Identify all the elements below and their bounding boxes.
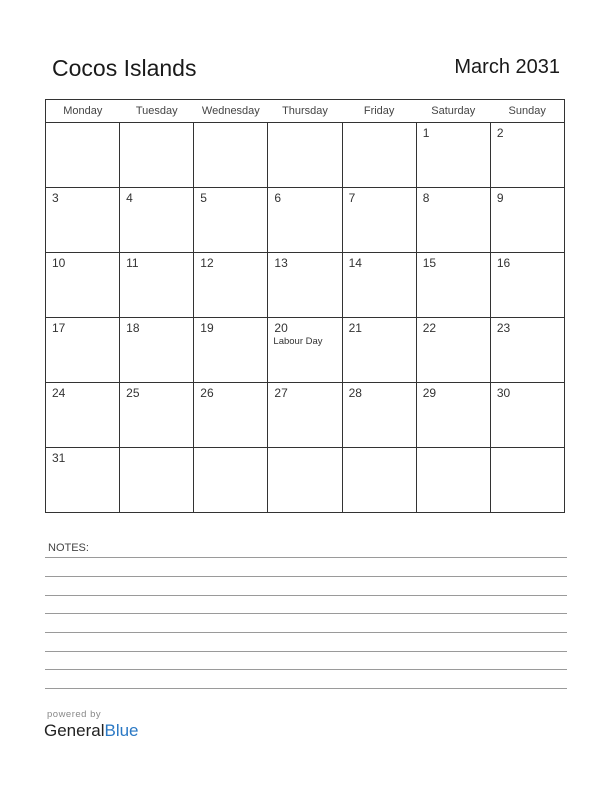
day-number: 29 — [422, 386, 437, 400]
calendar-day-cell — [194, 383, 268, 448]
day-number: 8 — [422, 191, 430, 205]
day-number: 7 — [348, 191, 356, 205]
holiday-label: Labour Day — [273, 336, 323, 347]
calendar-day-cell — [194, 448, 268, 513]
note-line — [45, 632, 567, 633]
weekday-header: Thursday — [268, 100, 342, 123]
calendar-body — [46, 123, 565, 513]
calendar-day-cell — [416, 123, 490, 188]
calendar-day-cell — [120, 318, 194, 383]
calendar-day-cell — [194, 318, 268, 383]
weekday-header-row — [46, 100, 565, 123]
weekday-header: Friday — [342, 100, 416, 123]
day-number: 18 — [126, 321, 140, 335]
calendar-day-cell — [194, 123, 268, 188]
weekday-header: Monday — [46, 100, 120, 123]
day-number: 5 — [200, 191, 207, 205]
calendar-day-cell — [342, 253, 416, 318]
day-number: 24 — [52, 386, 66, 400]
calendar-day-cell — [342, 448, 416, 513]
brand-general-text: General — [44, 721, 105, 740]
powered-by-text: powered by — [47, 709, 102, 720]
day-number: 25 — [126, 386, 140, 400]
day-number: 4 — [126, 191, 133, 205]
notes-label: NOTES: — [48, 542, 89, 554]
calendar-day-cell — [490, 253, 564, 318]
weekday-header: Wednesday — [194, 100, 268, 123]
calendar-day-cell — [120, 448, 194, 513]
day-number: 6 — [274, 191, 282, 205]
day-number: 26 — [200, 386, 214, 400]
day-number: 10 — [52, 256, 66, 270]
day-number: 14 — [348, 256, 362, 270]
note-line — [45, 557, 567, 558]
calendar-grid — [45, 99, 565, 513]
calendar-day-cell — [120, 383, 194, 448]
day-number: 28 — [348, 386, 362, 400]
day-number: 30 — [496, 386, 511, 400]
calendar-day-cell — [268, 448, 342, 513]
calendar-month-title: March 2031 — [454, 56, 560, 78]
day-number: 12 — [200, 256, 214, 270]
calendar-day-cell — [46, 253, 120, 318]
calendar-day-cell — [342, 123, 416, 188]
calendar-day-cell — [268, 318, 342, 383]
calendar-day-cell — [268, 123, 342, 188]
note-line — [45, 595, 567, 596]
calendar-day-cell — [268, 253, 342, 318]
calendar-day-cell — [46, 188, 120, 253]
calendar-week-row — [46, 448, 565, 513]
calendar-day-cell — [490, 448, 564, 513]
day-number: 15 — [422, 256, 437, 270]
calendar-day-cell — [46, 383, 120, 448]
calendar-day-cell — [342, 188, 416, 253]
calendar-week-row — [46, 123, 565, 188]
day-number: 2 — [496, 126, 504, 140]
calendar-day-cell — [490, 383, 564, 448]
calendar-day-cell — [194, 188, 268, 253]
day-number: 1 — [422, 126, 430, 140]
calendar-day-cell — [490, 188, 564, 253]
note-line — [45, 613, 567, 614]
day-number: 31 — [52, 451, 66, 465]
note-line — [45, 669, 567, 670]
calendar-week-row — [46, 383, 565, 448]
generalblue-logo[interactable] — [44, 721, 139, 741]
calendar-day-cell — [120, 123, 194, 188]
day-number: 19 — [200, 321, 214, 335]
calendar-day-cell — [120, 188, 194, 253]
day-number: 20 — [274, 321, 288, 335]
day-number: 27 — [274, 386, 288, 400]
calendar-week-row — [46, 318, 565, 383]
calendar-day-cell — [268, 188, 342, 253]
calendar-day-cell — [416, 318, 490, 383]
calendar-day-cell — [416, 383, 490, 448]
calendar-day-cell — [416, 448, 490, 513]
calendar-day-cell — [490, 318, 564, 383]
calendar-day-cell — [46, 448, 120, 513]
calendar-day-cell — [490, 123, 564, 188]
day-number: 11 — [126, 256, 139, 270]
calendar-day-cell — [416, 188, 490, 253]
calendar-day-cell — [342, 383, 416, 448]
day-number: 21 — [348, 321, 362, 335]
note-line — [45, 651, 567, 652]
calendar-week-row — [46, 188, 565, 253]
calendar-day-cell — [342, 318, 416, 383]
day-number: 9 — [496, 191, 504, 205]
calendar-day-cell — [268, 383, 342, 448]
note-line — [45, 688, 567, 689]
day-number: 3 — [52, 191, 59, 205]
calendar-day-cell — [416, 253, 490, 318]
day-number: 13 — [274, 256, 288, 270]
calendar-day-cell — [194, 253, 268, 318]
day-number: 16 — [496, 256, 511, 270]
calendar-day-cell — [46, 318, 120, 383]
calendar-country-title: Cocos Islands — [52, 55, 197, 81]
day-number: 17 — [52, 321, 66, 335]
day-number: 23 — [496, 321, 511, 335]
weekday-header: Tuesday — [120, 100, 194, 123]
day-number: 22 — [422, 321, 437, 335]
calendar-day-cell — [120, 253, 194, 318]
calendar-week-row — [46, 253, 565, 318]
calendar-day-cell — [46, 123, 120, 188]
weekday-header: Saturday — [416, 100, 490, 123]
weekday-header: Sunday — [490, 100, 564, 123]
note-line — [45, 576, 567, 577]
brand-blue-text: Blue — [104, 721, 139, 740]
